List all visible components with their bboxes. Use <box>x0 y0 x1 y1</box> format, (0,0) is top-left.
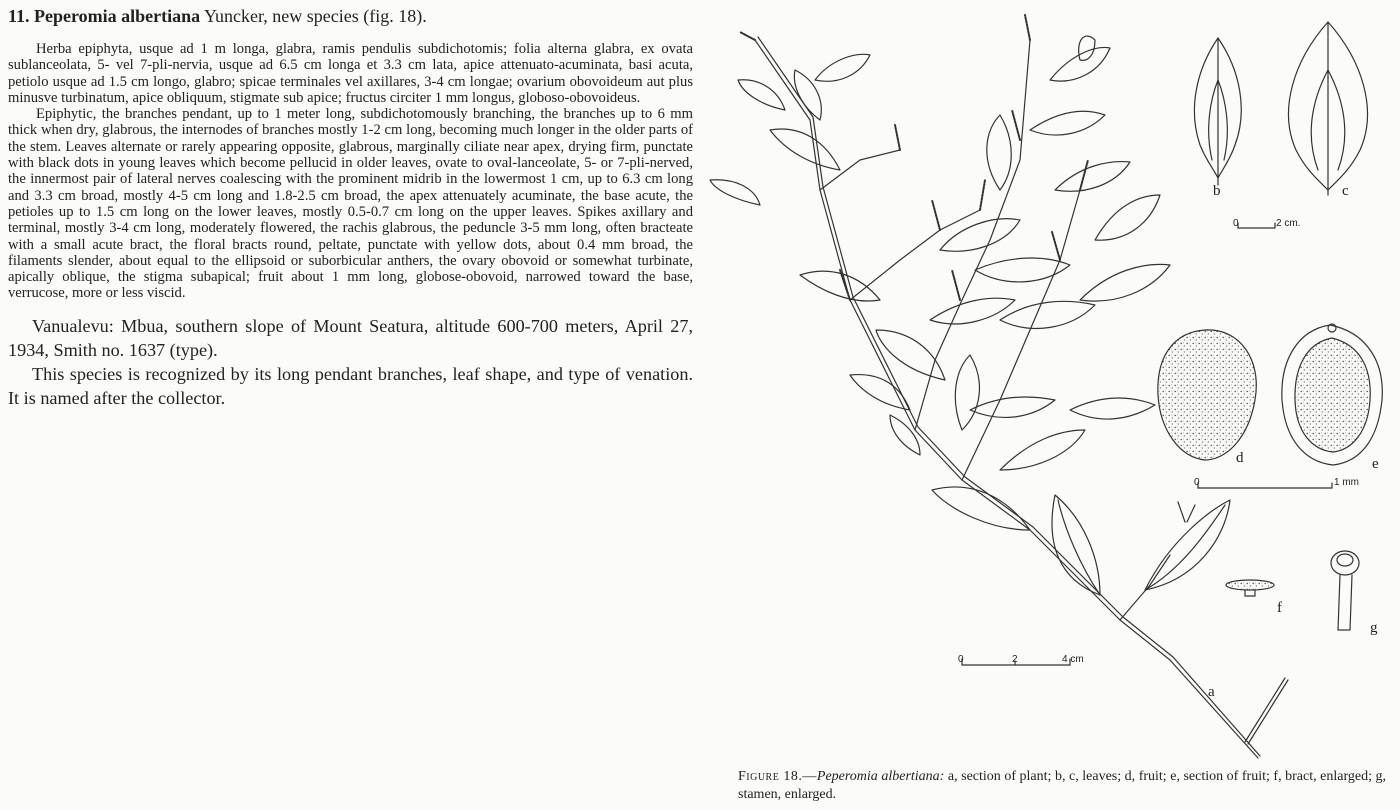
bract-f-illustration <box>1226 580 1274 596</box>
fruit-scale-bar <box>1198 483 1332 488</box>
species-heading <box>8 6 693 27</box>
botanical-illustration <box>700 0 1400 770</box>
species-authority: Yuncker, new species (fig. 18). <box>204 6 427 26</box>
figure-caption <box>738 768 1386 804</box>
caption-text: a, section of plant; b, c, leaves; d, fruit; e, section of fruit; f, bract, enlarged; g, stamen, enlarged. <box>738 769 1387 802</box>
caption-figure-number: Figure 18.— <box>738 769 817 784</box>
label-d: d <box>1236 450 1244 466</box>
label-f: f <box>1277 600 1282 616</box>
leaf-c-illustration <box>1289 22 1368 195</box>
fruit-section-e-illustration <box>1282 324 1382 465</box>
latin-description: Herba epiphyta, usque ad 1 m longa, glabra, ramis pendulis subdichotomis; folia alterna glabra, ex ovata sublanceolata, 5- vel 7-pli-nervia, usque ad 6.5 cm longa et 3.3 cm lata, apice attenuato-acuminata, basi acuta, petiolo usque ad 1.5 cm longo, glabro; spicae terminales vel axillares, 3-4 cm longae; ovarium obovoideum aut plus minusve turbinatum, apice obliquum, stigmate sub apice; fructus circiter 1 mm longus, globoso-obovoideus. <box>8 41 693 106</box>
caption-species: Peperomia albertiana: <box>816 769 945 784</box>
fruit-scale-end: 1 mm <box>1334 477 1359 488</box>
plant-scale-end: 4 cm <box>1062 654 1084 665</box>
leaf-scale-zero: 0 <box>1233 218 1239 229</box>
label-b: b <box>1213 183 1221 199</box>
fruit-d-illustration <box>1158 330 1256 460</box>
leaf-scale-bar <box>1238 223 1275 228</box>
remarks-paragraph: This species is recognized by its long pendant branches, leaf shape, and type of venation. It is named after the collector. <box>8 363 693 408</box>
label-g: g <box>1370 620 1378 636</box>
leaf-scale-end: 2 cm. <box>1276 218 1301 229</box>
plant-scale-zero: 0 <box>958 654 964 665</box>
label-c: c <box>1342 183 1349 199</box>
english-description: Epiphytic, the branches pendant, up to 1 meter long, subdichotomously branching, the branches up to 6 mm thick when dry, glabrous, the internodes of branches mostly 1-2 cm long, becoming much longer in the older parts of the stem. Leaves alternate or rarely appearing opposite, glabrous, marginally ciliate near apex, drying firm, punctate with black dots in young leaves which become pellucid in older leaves, ovate to oval-lanceolate, 5- or 7-pli-nerved, the innermost pair of lateral nerves coalescing with the prominent midrib in the lowermost 1 cm, up to 6.3 cm long and 3.3 cm broad, mostly 4-5 cm long and 1.8-2.5 cm broad, the apex attenuately acuminate, the base acute, the petioles up to 1.5 cm long on the lower leaves, mostly 0.5-0.7 cm long on the upper leaves. Spikes axillary and terminal, mostly 3-4 cm long, moderately flowered, the rachis glabrous, the peduncle 3-5 mm long, often bracteate with a small acute bract, the floral bracts round, peltate, punctate with yellow dots, about 0.4 mm broad, the filaments slender, about equal to the ellipsoid or suborbicular anthers, the ovary obovoid or somewhat turbinate, apically oblique, the stigma subapical; fruit about 1 mm long, globose-obovoid, narrowed toward the base, verrucose, more or less viscid. <box>8 106 693 302</box>
specimen-citation: Vanualevu: Mbua, southern slope of Mount Seatura, altitude 600-700 meters, April 27, 1934, Smith no. 1637 (type). <box>8 315 693 360</box>
plant-scale-mid: 2 <box>1012 654 1018 665</box>
stamen-g-illustration <box>1331 551 1359 630</box>
figure-plate <box>700 0 1400 810</box>
leaf-b-illustration <box>1194 38 1241 185</box>
species-name: Peperomia albertiana <box>34 6 201 26</box>
fruit-scale-zero: 0 <box>1194 477 1200 488</box>
description-column <box>8 6 693 410</box>
label-e: e <box>1372 456 1379 472</box>
species-number: 11. <box>8 6 30 26</box>
label-a: a <box>1208 684 1215 700</box>
